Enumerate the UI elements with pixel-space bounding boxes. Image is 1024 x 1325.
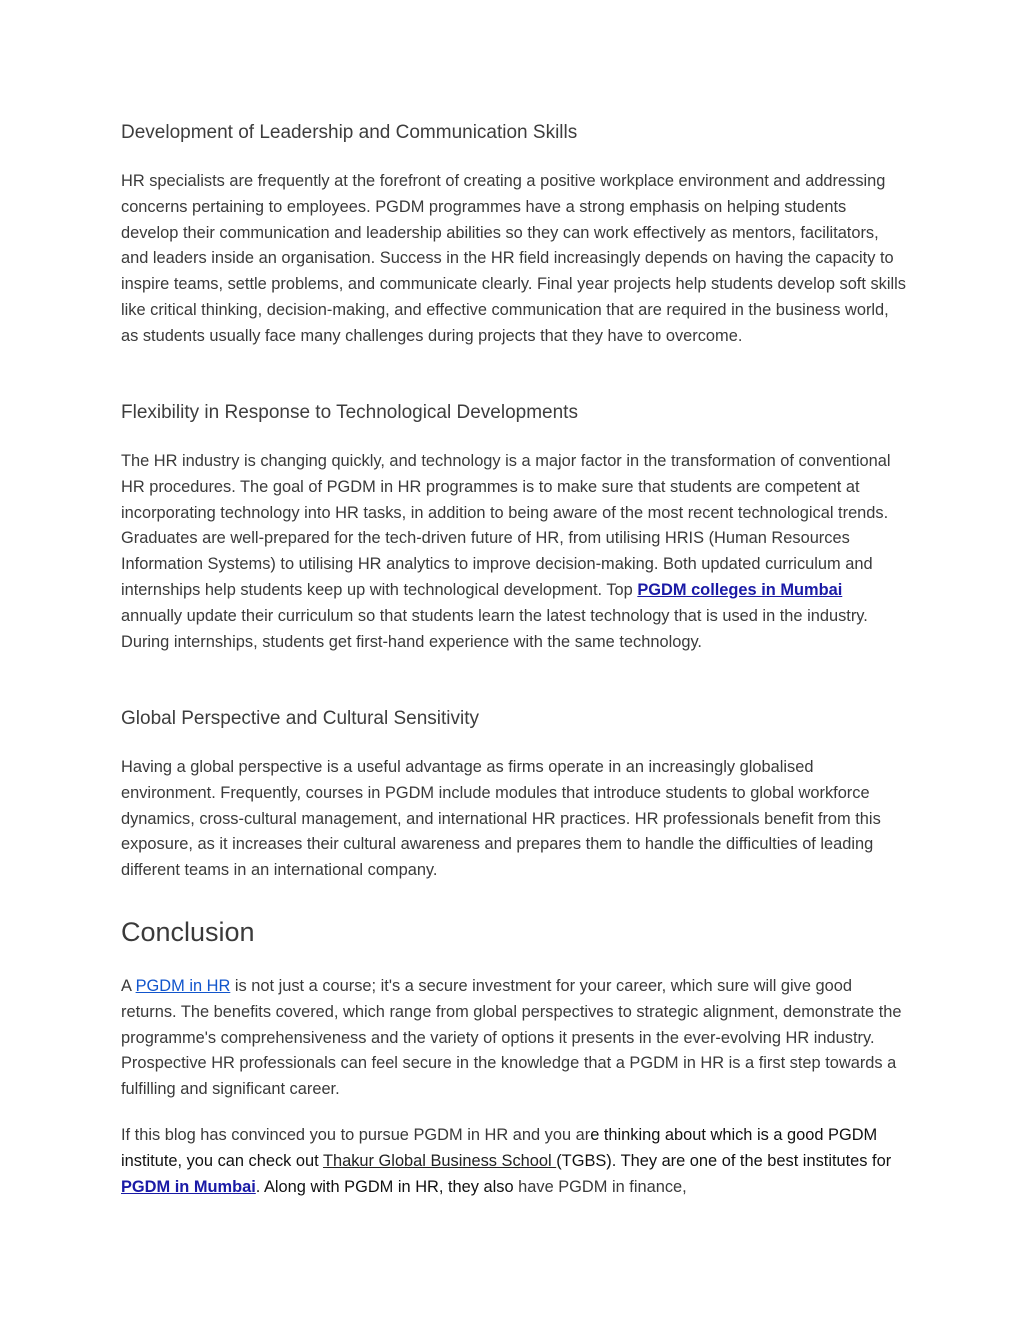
conclusion-p2-part4: . Along with PGDM in HR, they also <box>255 1177 519 1196</box>
conclusion-p2-part5: have PGDM in finance, <box>518 1177 687 1196</box>
technology-text-after: annually update their curriculum so that students learn the latest technology that is used in the industry. During internships, students get first-hand experience with the same technology. <box>121 606 868 651</box>
pgdm-colleges-mumbai-link[interactable]: PGDM colleges in Mumbai <box>637 580 843 599</box>
section-heading-technology: Flexibility in Response to Technological Developments <box>121 402 578 423</box>
section-body-global: Having a global perspective is a useful advantage as firms operate in an increasingly globalised environment. Frequently, courses in PGDM include modules that introduce students to global workforce dynamics, cross-cultural management, and international HR practices. HR professionals benefit from this exposure, as it increases their cultural awareness and prepares them to handle the difficulties of leading different teams in an international company. <box>121 758 881 880</box>
section-body-leadership: HR specialists are frequently at the forefront of creating a positive workplace environment and addressing concerns pertaining to employees. PGDM programmes have a strong emphasis on helping students develop their communication and leadership abilities so they can work effectively as mentors, facilitators, and leaders inside an organisation. Success in the HR field increasingly depends on having the capacity to inspire teams, settle problems, and communicate clearly. Final year projects help students develop soft skills like critical thinking, decision-making, and effective communication that are required in the business world, as students usually face many challenges during projects that they have to overcome. <box>121 172 906 345</box>
conclusion-paragraph-1 <box>121 974 906 1103</box>
technology-text-before: The HR industry is changing quickly, and technology is a major factor in the transformation of conventional HR procedures. The goal of PGDM in HR programmes is to make sure that students are competent at incorporating technology into HR tasks, in addition to being aware of the most recent technological trends. Graduates are well-prepared for the tech-driven future of HR, from utilising HRIS (Human Resources Information Systems) to utilising HR analytics to improve decision-making. Both updated curriculum and internships help students keep up with technological development. Top <box>121 452 891 599</box>
conclusion-p1-prefix: A <box>121 977 136 995</box>
pgdm-in-mumbai-link[interactable]: PGDM in Mumbai <box>121 1177 256 1196</box>
conclusion-heading: Conclusion <box>121 917 255 947</box>
conclusion-p2-part3: (TGBS). They are one of the best institutes for <box>556 1151 892 1170</box>
section-heading-leadership: Development of Leadership and Communication Skills <box>121 122 578 143</box>
thakur-global-business-school-link[interactable]: Thakur Global Business School <box>322 1151 557 1170</box>
conclusion-p2-part1: If this blog has convinced you to pursue PGDM in HR and you ar <box>121 1126 591 1144</box>
conclusion-paragraph-2 <box>121 1123 906 1200</box>
pgdm-in-hr-link[interactable]: PGDM in HR <box>135 977 231 995</box>
section-heading-global: Global Perspective and Cultural Sensitivity <box>121 708 480 729</box>
conclusion-p1-rest: is not just a course; it's a secure investment for your career, which sure will give good returns. The benefits covered, which range from global perspectives to strategic alignment, demonstrate the programme's comprehensiveness and the variety of options it presents in the ever-evolving HR industry. Prospective HR professionals can feel secure in the knowledge that a PGDM in HR is a first step towards a fulfilling and significant career. <box>121 977 902 1099</box>
section-body-technology <box>121 449 906 655</box>
conclusion-p2-part2: e thinking about which is a good PGDM institute, you can check out <box>121 1126 878 1170</box>
